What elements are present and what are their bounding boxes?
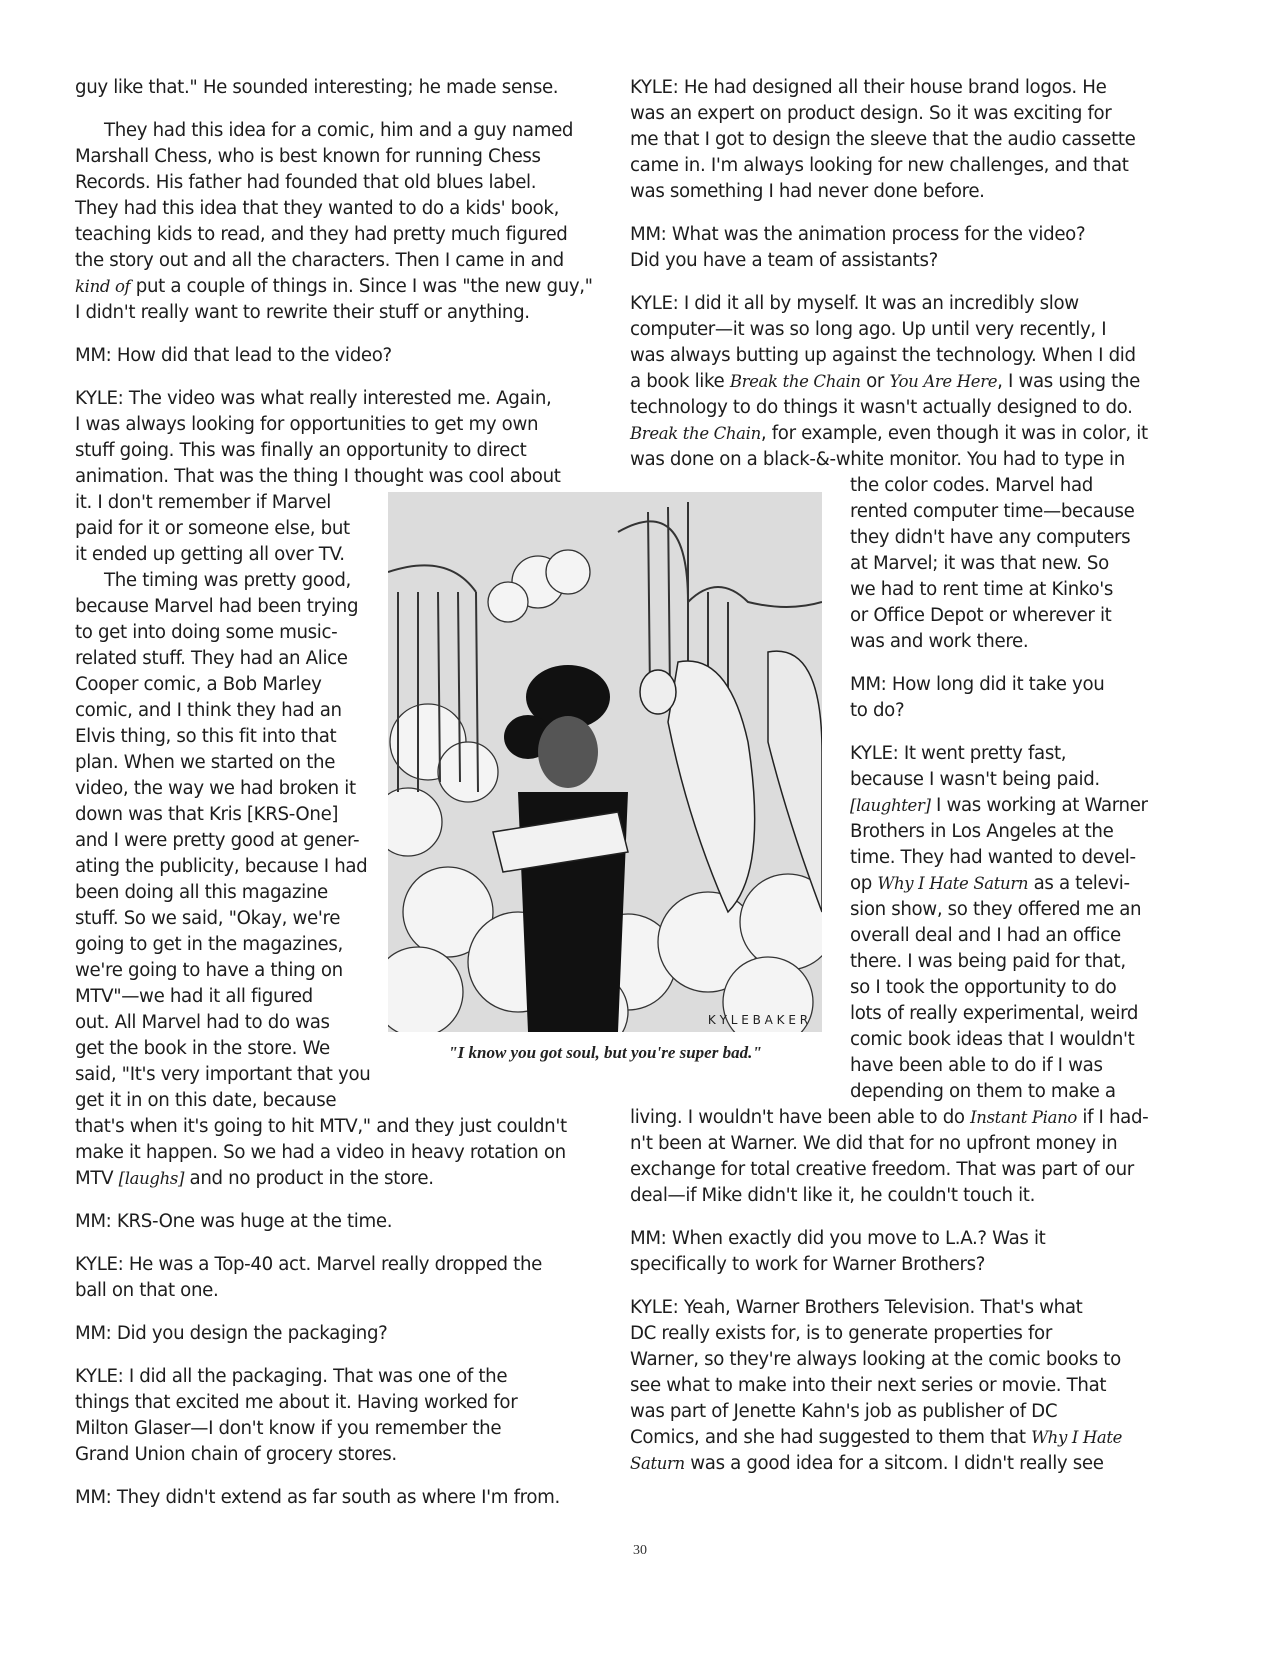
- text-line: [630, 1295, 1140, 1321]
- text: out. All Marvel had to do was: [75, 1012, 330, 1033]
- text: ball on that one.: [75, 1280, 219, 1301]
- artist-signature: K Y L E B A K E R: [707, 1013, 809, 1027]
- text: KYLE: The video was what really interested me. Again,: [75, 388, 552, 409]
- text: it. I don't remember if Marvel: [75, 492, 331, 513]
- text: so I took the opportunity to do: [850, 977, 1117, 998]
- text: lots of really experimental, weird: [850, 1003, 1139, 1024]
- paragraph: [630, 1295, 1140, 1477]
- text: op: [850, 873, 878, 894]
- text: Grand Union chain of grocery stores.: [75, 1444, 397, 1465]
- italic-title: Why I Hate Saturn: [877, 874, 1029, 893]
- text-line: [630, 395, 1140, 421]
- text: or Office Depot or wherever it: [850, 605, 1112, 626]
- text: I didn't really want to rewrite their stuff or anything.: [75, 302, 530, 323]
- text: They had this idea for a comic, him and a guy named: [104, 120, 574, 141]
- text: was something I had never done before.: [630, 181, 985, 202]
- italic-title: Why I Hate: [1031, 1428, 1123, 1447]
- text-line: [75, 75, 575, 101]
- paragraph: [630, 222, 1140, 274]
- text: overall deal and I had an office: [850, 925, 1121, 946]
- text-line: [75, 170, 575, 196]
- cartoon-illustration: [388, 492, 822, 1032]
- text: , for example, even though it was in color, it: [760, 423, 1148, 444]
- text-line: [75, 274, 593, 300]
- text-line: [75, 1209, 575, 1235]
- text: computer—it was so long ago. Up until very recently, I: [630, 319, 1107, 340]
- text: technology to do things it wasn't actually designed to do.: [630, 397, 1133, 418]
- text: was done on a black-&-white monitor. You had to type in: [630, 449, 1125, 470]
- text: exchange for total creative freedom. That was part of our: [630, 1159, 1134, 1180]
- paragraph: [75, 1485, 575, 1511]
- text-line: [75, 1364, 575, 1390]
- text: n't been at Warner. We did that for no upfront money in: [630, 1133, 1118, 1154]
- text: Warner, so they're always looking at the comic books to: [630, 1349, 1121, 1370]
- text: MM: They didn't extend as far south as where I'm from.: [75, 1487, 560, 1508]
- text: animation. That was the thing I thought was cool about: [75, 466, 561, 487]
- text: MM: How did that lead to the video?: [75, 345, 392, 366]
- text-line: [630, 1105, 1149, 1131]
- text-line: [630, 1157, 1140, 1183]
- text: I was working at Warner: [930, 795, 1148, 816]
- text-line: [630, 153, 1140, 179]
- text: we're going to have a thing on: [75, 960, 343, 981]
- text-line: [75, 1062, 575, 1088]
- text-line: [630, 421, 1148, 447]
- paragraph: [75, 1252, 575, 1304]
- text: because Marvel had been trying: [75, 596, 359, 617]
- text: guy like that." He sounded interesting; he made sense.: [75, 77, 559, 98]
- italic-title: kind of: [75, 277, 131, 296]
- text: stuff. So we said, "Okay, we're: [75, 908, 341, 929]
- text-line: [75, 412, 575, 438]
- paragraph: [75, 1364, 575, 1468]
- text-line: [630, 291, 1140, 317]
- text: Milton Glaser—I don't know if you remember the: [75, 1418, 502, 1439]
- text: me that I got to design the sleeve that the audio cassette: [630, 129, 1136, 150]
- text-line: [75, 386, 575, 412]
- text-line: [630, 1252, 1140, 1278]
- text-line: [630, 1451, 1140, 1477]
- text-line: [630, 447, 1140, 473]
- text: because I wasn't being paid.: [850, 769, 1100, 790]
- text: to do?: [850, 700, 905, 721]
- text: KYLE: He was a Top-40 act. Marvel really dropped the: [75, 1254, 542, 1275]
- text-line: [75, 1088, 575, 1114]
- text: that's when it's going to hit MTV," and they just couldn't: [75, 1116, 567, 1137]
- text: MM: KRS-One was huge at the time.: [75, 1211, 393, 1232]
- text-line: [630, 1131, 1140, 1157]
- text: KYLE: It went pretty fast,: [850, 743, 1067, 764]
- text: Elvis thing, so this fit into that: [75, 726, 337, 747]
- text: teaching kids to read, and they had pretty much figured: [75, 224, 568, 245]
- text: specifically to work for Warner Brothers?: [630, 1254, 986, 1275]
- text: comic book ideas that I wouldn't: [850, 1029, 1135, 1050]
- text: there. I was being paid for that,: [850, 951, 1126, 972]
- text-line: [75, 1442, 575, 1468]
- text-line: [75, 300, 575, 326]
- text-line: [75, 1485, 575, 1511]
- text: as a televi-: [1028, 873, 1130, 894]
- text: said, "It's very important that you: [75, 1064, 371, 1085]
- text: get it in on this date, because: [75, 1090, 337, 1111]
- italic-title: Break the Chain: [630, 424, 761, 443]
- text: was an expert on product design. So it was exciting for: [630, 103, 1112, 124]
- text-line: [75, 1321, 575, 1347]
- text: Records. His father had founded that old blues label.: [75, 172, 537, 193]
- text: make it happen. So we had a video in heavy rotation on: [75, 1142, 566, 1163]
- text-line: [630, 317, 1140, 343]
- text: I was always looking for opportunities to get my own: [75, 414, 539, 435]
- text-line: [75, 438, 575, 464]
- text: Comics, and she had suggested to them that: [630, 1427, 1032, 1448]
- text-line: [630, 1183, 1140, 1209]
- text-line: [75, 222, 575, 248]
- text: plan. When we started on the: [75, 752, 336, 773]
- text: deal—if Mike didn't like it, he couldn't touch it.: [630, 1185, 1035, 1206]
- italic-title: [laughter]: [850, 796, 931, 815]
- text: stuff going. This was finally an opportunity to direct: [75, 440, 527, 461]
- text: video, the way we had broken it: [75, 778, 356, 799]
- text-line: [630, 1226, 1140, 1252]
- text: MTV: [75, 1168, 119, 1189]
- text-line: [75, 464, 575, 490]
- text: MM: How long did it take you: [850, 674, 1105, 695]
- text: Brothers in Los Angeles at the: [850, 821, 1114, 842]
- text: MM: When exactly did you move to L.A.? Was it: [630, 1228, 1046, 1249]
- text: things that excited me about it. Having worked for: [75, 1392, 518, 1413]
- text-line: [630, 248, 1140, 274]
- text-line: [630, 343, 1140, 369]
- text: , I was using the: [997, 371, 1140, 392]
- text: we had to rent time at Kinko's: [850, 579, 1114, 600]
- text-line: [75, 248, 575, 274]
- text: MTV"—we had it all figured: [75, 986, 313, 1007]
- text: get the book in the store. We: [75, 1038, 330, 1059]
- text: KYLE: I did all the packaging. That was one of the: [75, 1366, 508, 1387]
- text: it ended up getting all over TV.: [75, 544, 345, 565]
- text: paid for it or someone else, but: [75, 518, 350, 539]
- text: was a good idea for a sitcom. I didn't really see: [684, 1453, 1104, 1474]
- text: was and work there.: [850, 631, 1029, 652]
- text: and no product in the store.: [184, 1168, 434, 1189]
- page-number: 30: [633, 1543, 647, 1558]
- text-line: [75, 1278, 575, 1304]
- text-line: [75, 1252, 575, 1278]
- text: was part of Jenette Kahn's job as publisher of DC: [630, 1401, 1058, 1422]
- text: Marshall Chess, who is best known for running Chess: [75, 146, 541, 167]
- text: DC really exists for, is to generate properties for: [630, 1323, 1052, 1344]
- text: MM: What was the animation process for the video?: [630, 224, 1086, 245]
- text: or: [860, 371, 890, 392]
- text: put a couple of things in. Since I was "the new guy,": [130, 276, 593, 297]
- text: the story out and all the characters. Then I came in and: [75, 250, 564, 271]
- text: Cooper comic, a Bob Marley: [75, 674, 322, 695]
- text: down was that Kris [KRS-One]: [75, 804, 339, 825]
- text-line: [75, 343, 575, 369]
- text: comic, and I think they had an: [75, 700, 342, 721]
- heaven-gate-cartoon-image: [388, 492, 822, 1032]
- text: see what to make into their next series or movie. That: [630, 1375, 1107, 1396]
- text: rented computer time—because: [850, 501, 1135, 522]
- text-line: [75, 1166, 575, 1192]
- text: Did you have a team of assistants?: [630, 250, 938, 271]
- paragraph: [75, 118, 593, 326]
- text: KYLE: Yeah, Warner Brothers Television. That's what: [630, 1297, 1083, 1318]
- italic-title: Instant Piano: [970, 1108, 1077, 1127]
- italic-title: You Are Here: [889, 372, 998, 391]
- text-line: [630, 1347, 1140, 1373]
- text: at Marvel; it was that new. So: [850, 553, 1109, 574]
- text: they didn't have any computers: [850, 527, 1131, 548]
- text: living. I wouldn't have been able to do: [630, 1107, 971, 1128]
- paragraph: [630, 75, 1140, 205]
- text-line: [630, 1425, 1140, 1451]
- text: if I had-: [1076, 1107, 1149, 1128]
- text: and I were pretty good at gener-: [75, 830, 360, 851]
- text-line: [75, 196, 575, 222]
- text-line: [630, 1373, 1140, 1399]
- text-line: [630, 222, 1140, 248]
- text-line: [630, 101, 1140, 127]
- text-line: [630, 369, 1140, 395]
- text: the color codes. Marvel had: [850, 475, 1093, 496]
- text: was always butting up against the technology. When I did: [630, 345, 1136, 366]
- text-line: [75, 144, 575, 170]
- paragraph: [75, 1209, 575, 1235]
- text: a book like: [630, 371, 730, 392]
- text-line: [75, 1390, 575, 1416]
- text: related stuff. They had an Alice: [75, 648, 348, 669]
- text-line: [630, 179, 1140, 205]
- text: They had this idea that they wanted to do a kids' book,: [75, 198, 560, 219]
- illustration-caption: "I know you got soul, but you're super bad.": [448, 1043, 762, 1062]
- paragraph: [75, 343, 575, 369]
- paragraph: [630, 1226, 1140, 1278]
- italic-title: Break the Chain: [729, 372, 861, 391]
- text-line: [630, 1399, 1140, 1425]
- text-line: [75, 118, 575, 144]
- paragraph: [75, 1321, 575, 1347]
- text-line: [630, 127, 1140, 153]
- text: to get into doing some music-: [75, 622, 338, 643]
- text: have been able to do if I was: [850, 1055, 1103, 1076]
- italic-title: [laughs]: [118, 1169, 185, 1188]
- text: ating the publicity, because I had: [75, 856, 368, 877]
- text-line: [75, 1140, 575, 1166]
- text: came in. I'm always looking for new challenges, and that: [630, 155, 1129, 176]
- text: MM: Did you design the packaging?: [75, 1323, 388, 1344]
- text: KYLE: He had designed all their house brand logos. He: [630, 77, 1107, 98]
- text-line: [630, 75, 1140, 101]
- text-line: [630, 1321, 1140, 1347]
- text-line: [630, 1079, 1140, 1105]
- text: time. They had wanted to devel-: [850, 847, 1136, 868]
- text: The timing was pretty good,: [104, 570, 351, 591]
- text-line: [75, 1114, 575, 1140]
- paragraph: [75, 75, 575, 101]
- text: been doing all this magazine: [75, 882, 328, 903]
- text: depending on them to make a: [850, 1081, 1116, 1102]
- text: going to get in the magazines,: [75, 934, 343, 955]
- italic-title: Saturn: [630, 1454, 685, 1473]
- text-line: [75, 1416, 575, 1442]
- text: sion show, so they offered me an: [850, 899, 1142, 920]
- text: KYLE: I did it all by myself. It was an incredibly slow: [630, 293, 1079, 314]
